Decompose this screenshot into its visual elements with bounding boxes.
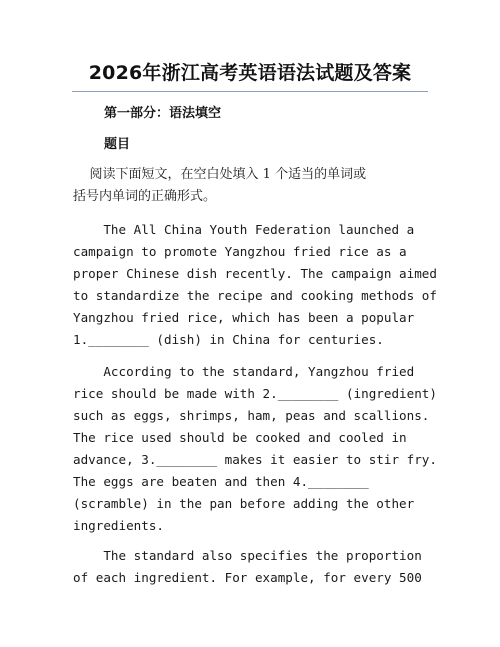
passage-paragraph-3: The standard also specifies the proportion of each ingredient. For example, for every 500: [73, 548, 422, 585]
section-heading: 第一部分：语法填空: [104, 106, 222, 121]
instructions-paragraph: 阅读下面短文，在空白处填入 1 个适当的单词或 括号内单词的正确形式。: [73, 167, 367, 204]
title-divider: [72, 91, 428, 92]
document-title: 2026年浙江高考英语语法试题及答案: [88, 62, 412, 84]
passage-paragraph-1: The All China Youth Federation launched a campaign to promote Yangzhou fried rice as a proper Chinese dish recently. The campaign aimed to standardize the recipe and cooking methods of Yangzhou fried rice, which has been a popular 1.________ (dish) in China for centuries.: [73, 222, 437, 347]
question-subheading: 题目: [104, 137, 131, 152]
passage-paragraph-2: According to the standard, Yangzhou fried rice should be made with 2.________ (ingredient) such as eggs, shrimps, ham, peas and scallions. The rice used should be cooked and cooled in advance, 3.________ makes it easier to stir fry. The eggs are beaten and then 4.________ (scramble) in the pan before adding the other ingredients.: [73, 364, 437, 533]
